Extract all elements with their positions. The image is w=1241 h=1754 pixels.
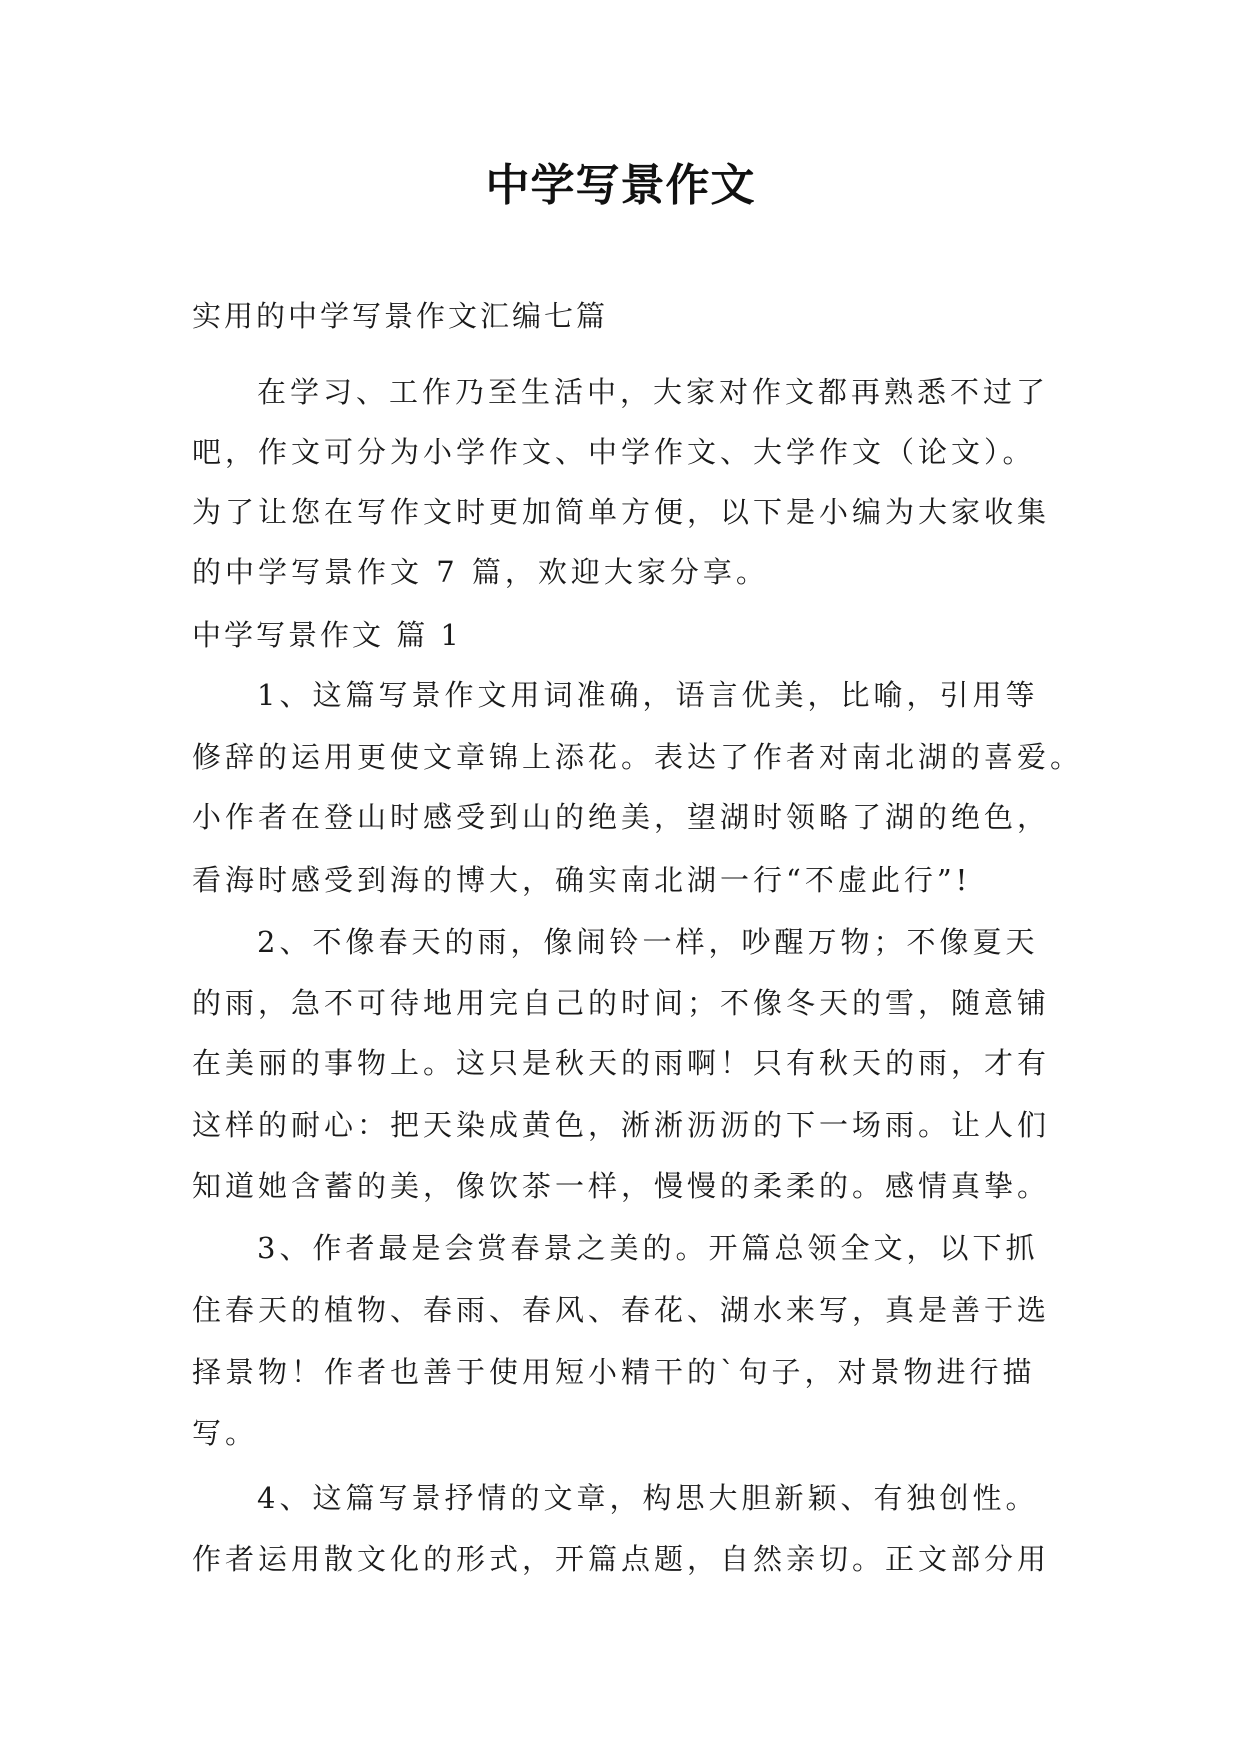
body-line: 看海时感受到海的博大，确实南北湖一行“不虚此行”!: [192, 863, 972, 897]
document-title: 中学写景作文: [485, 160, 756, 211]
body-line: 写。: [192, 1416, 259, 1450]
body-line: 1、这篇写景作文用词准确，语言优美，比喻，引用等: [257, 678, 1039, 712]
body-line: 2、不像春天的雨，像闹铃一样，吵醒万物；不像夏天: [257, 925, 1039, 959]
body-line: 小作者在登山时感受到山的绝美，望湖时领略了湖的绝色，: [192, 800, 1051, 834]
body-line: 为了让您在写作文时更加简单方便，以下是小编为大家收集: [192, 495, 1051, 529]
body-line: 的中学写景作文 7 篇，欢迎大家分享。: [192, 555, 769, 589]
body-line: 知道她含蓄的美，像饮茶一样，慢慢的柔柔的。感情真挚。: [192, 1169, 1051, 1203]
body-line: 在学习、工作乃至生活中，大家对作文都再熟悉不过了: [257, 375, 1050, 409]
body-line: 的雨，急不可待地用完自己的时间；不像冬天的雪，随意铺: [192, 986, 1051, 1020]
body-line: 3、作者最是会赏春景之美的。开篇总领全文，以下抓: [257, 1231, 1039, 1265]
body-line: 住春天的植物、春雨、春风、春花、湖水来写，真是善于选: [192, 1293, 1051, 1327]
section-heading: 中学写景作文 篇 1: [192, 618, 462, 652]
body-line: 在美丽的事物上。这只是秋天的雨啊！只有秋天的雨，才有: [192, 1046, 1051, 1080]
body-line: 4、这篇写景抒情的文章，构思大胆新颖、有独创性。: [257, 1481, 1039, 1515]
body-line: 修辞的运用更使文章锦上添花。表达了作者对南北湖的喜爱。: [192, 740, 1084, 774]
body-line: 作者运用散文化的形式，开篇点题，自然亲切。正文部分用: [192, 1542, 1051, 1576]
body-line: 择景物！作者也善于使用短小精干的`句子，对景物进行描: [192, 1355, 1036, 1389]
body-line: 吧，作文可分为小学作文、中学作文、大学作文（论文）。: [192, 435, 1036, 469]
document-subtitle: 实用的中学写景作文汇编七篇: [192, 299, 609, 333]
body-line: 这样的耐心：把天染成黄色，淅淅沥沥的下一场雨。让人们: [192, 1108, 1051, 1142]
